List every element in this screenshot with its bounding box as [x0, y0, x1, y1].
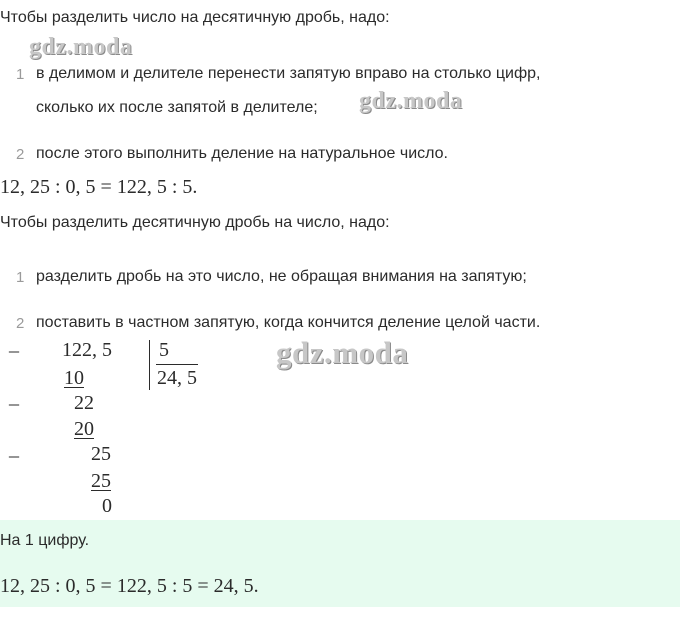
remainder: 25	[91, 443, 111, 465]
list-item-text: поставить в частном запятую, когда кончится деление целой части.	[36, 314, 541, 331]
final-remainder: 0	[102, 495, 112, 517]
divisor: 5	[159, 339, 169, 361]
list-item-text: разделить дробь на это число, не обращая внимания на запятую;	[36, 268, 527, 285]
quotient: 24, 5	[157, 367, 197, 389]
division-bar	[149, 340, 150, 390]
minus-sign: _	[9, 333, 19, 355]
answer-box	[0, 520, 680, 607]
subtrahend: 20	[74, 418, 94, 440]
list-item-text: после этого выполнить деление на натуральное число.	[36, 145, 448, 162]
subtrahend: 25	[91, 470, 111, 492]
answer-text: На 1 цифру.	[0, 532, 90, 549]
dividend: 122, 5	[62, 339, 112, 361]
watermark: gdz.moda	[359, 88, 463, 114]
answer-equation: 12, 25 : 0, 5 = 122, 5 : 5 = 24, 5.	[0, 575, 259, 597]
list-item-number: 2	[16, 315, 25, 332]
remainder: 22	[74, 392, 94, 414]
example-equation: 12, 25 : 0, 5 = 122, 5 : 5.	[0, 176, 198, 198]
list-item-number: 1	[16, 66, 25, 83]
minus-sign: _	[9, 386, 19, 408]
watermark: gdz.moda	[29, 34, 133, 60]
minus-sign: _	[9, 438, 19, 460]
watermark: gdz.moda	[276, 335, 409, 370]
list-item-number: 2	[16, 146, 25, 163]
subtrahend: 10	[64, 367, 84, 389]
list-item-text: в делимом и делителе перенести запятую вправо на столько цифр,	[36, 65, 541, 82]
rule2-title: Чтобы разделить десятичную дробь на число, надо:	[0, 214, 390, 231]
list-item-number: 1	[16, 269, 25, 286]
quotient-line	[156, 364, 198, 365]
rule1-title: Чтобы разделить число на десятичную дробь, надо:	[0, 9, 390, 26]
list-item-text-continued: сколько их после запятой в делителе;	[36, 99, 318, 116]
